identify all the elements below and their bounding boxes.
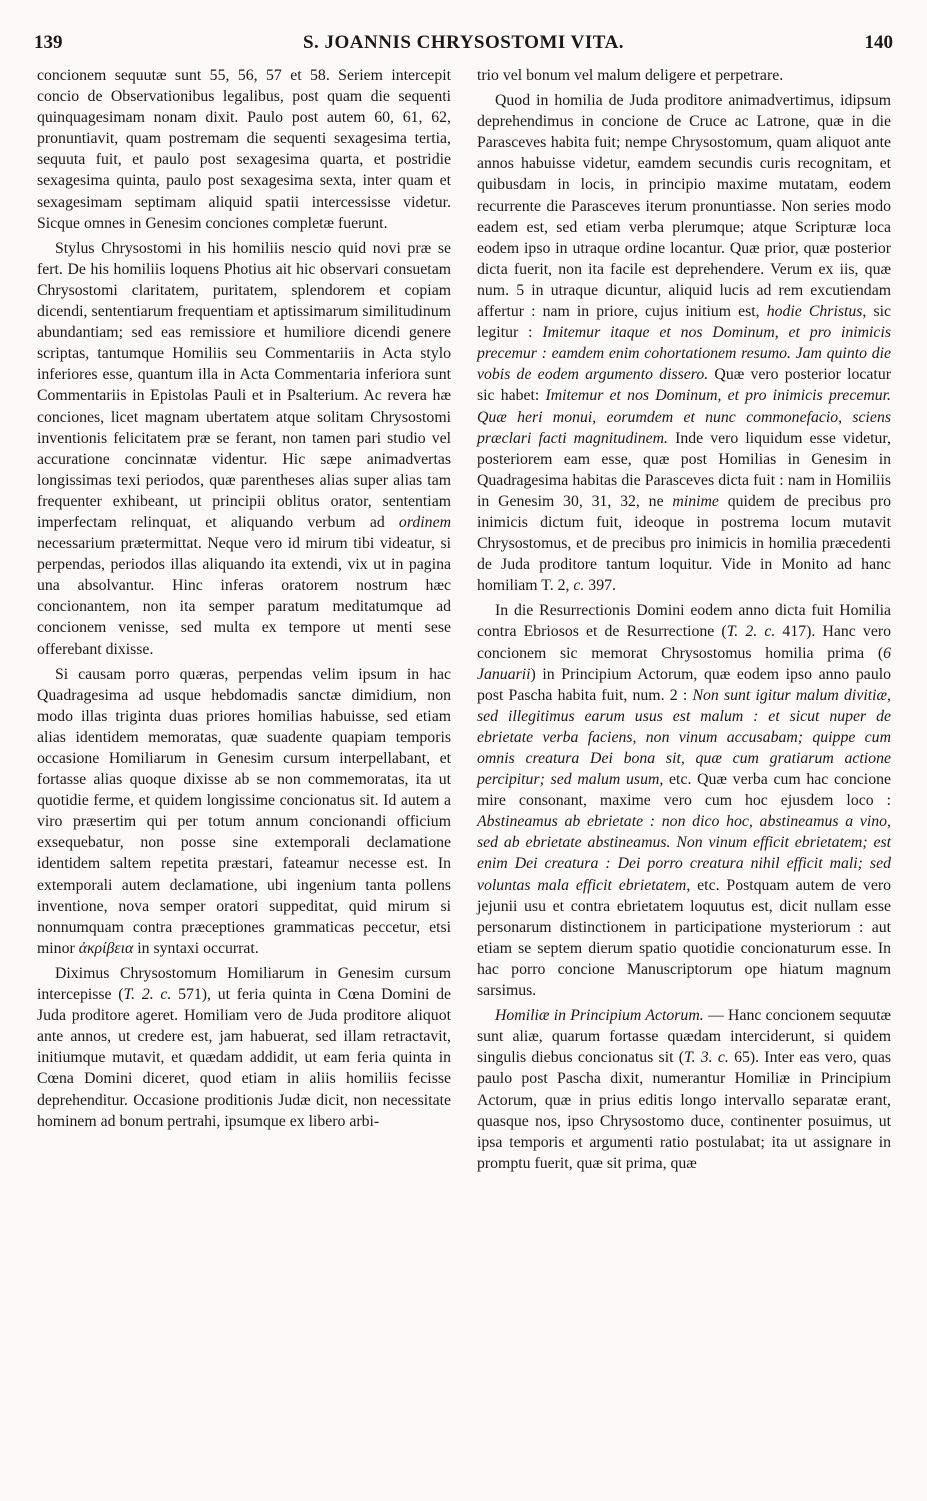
italic-run: hodie Christus bbox=[766, 303, 863, 321]
section-heading: Homiliæ in Principium Actorum. bbox=[495, 1007, 704, 1025]
paragraph bbox=[477, 600, 891, 1001]
quotation: Abstineamus ab ebrietate : non dico hoc, abstineamus a vino, sed ab ebrietate abstineamus. Non vinum efficit ebrietatem; est enim Dei creatura : Dei porro creatura nihil efficit mali; sed voluntas mala efficit ebrietatem bbox=[477, 813, 891, 894]
reference: T. 2. c. bbox=[726, 623, 776, 641]
text-run: Inde vero liquidum esse videtur, posteriorem eam esse, quæ post Homilias in Genesim in Quadragesima habitas die Parasceves dicta fuit : nam in Homiliis in Genesim 30, 31, 32, ne bbox=[477, 429, 891, 510]
paragraph bbox=[37, 963, 451, 1132]
text-run: ) in Principium Actorum, quæ eodem ipso anno paulo post Pascha habita fuit, num. 2 : bbox=[477, 665, 891, 704]
page-title: S. JOANNIS CHRYSOSTOMI VITA. bbox=[302, 32, 625, 53]
italic-run: c. bbox=[573, 577, 585, 595]
italic-run: 6 Januarii bbox=[477, 644, 891, 683]
text-run: 571), ut feria quinta in Cœna Domini de Juda proditore ageret. Homiliam vero de Juda proditore aliquot ante annos, ut credere est, jam habuerat, sed illam retractavit, initiumque mutavit, et quædam addidit, ut eam feria quinta in Cœna Domini diceret, quod etiam in aliis homiliis fecisse deprehenditur. Occasione proditionis Judæ dicit, non necessitate hominem ad bonum pertrahi, ipsumque ex libero arbi- bbox=[37, 986, 451, 1130]
paragraph bbox=[477, 90, 891, 596]
greek-word: ἀκρίβεια bbox=[78, 939, 134, 957]
text-run: in syntaxi occurrat. bbox=[133, 939, 259, 957]
text-run: 417). Hanc vero concionem sic memorat Chrysostomus homilia prima ( bbox=[477, 623, 891, 662]
text-run: necessarium prætermittat. Neque vero id mirum tibi videatur, si perpendas, periodos illas aliquando ita extendi, vix ut in pagina una absolvantur. Hinc inferas oratorem nostrum hæc concionantem, non ita semper paratum meditatumque ad concionem venisse, sed multa ex tempore ut menti sese offerebant dixisse. bbox=[37, 535, 451, 658]
text-run: Quod in homilia de Juda proditore animadvertimus, idipsum deprehendimus in concione de Cruce ac Latrone, quæ in die Parasceves habita fuit; nempe Chrysostomum, quam aliquot ante annos habuisse videtur, eamdem secundis curis recognitam, et quibusdam in locis, in principio maxime mutatam, eodem recurrente die Parasceves iterum pronuntiasse. Non series modo eadem est, sed etiam verba plerumque; atque Scripturæ loca eodem ipso in utraque ordine locantur. Quæ prior, quæ posterior dicta fuerit, non ita facile est deprehendere. Verum ex iis, quæ num. 5 in utraque dicuntur, aliquid lucis ad rem excutiendam affertur : nam in priore, cujus initium est, bbox=[477, 92, 891, 321]
quotation: Imitemur et nos Dominum, et pro inimicis precemur. Quæ heri monui, eorumdem et nunc commonefacio, sciens præclari facti magnitudinem. bbox=[477, 387, 891, 447]
text-run: quidem de precibus pro inimicis dictum fuit, ideoque in postrema locum mutavit Chrysostomus, et de precibus pro inimicis in homilia præcedenti de Juda proditore tantum loquitur. Vide in Monito ad hanc homiliam T. 2, bbox=[477, 492, 891, 595]
page-number-left: 139 bbox=[34, 32, 63, 53]
right-column bbox=[477, 65, 891, 1178]
text-run: , etc. Postquam autem de vero jejunii usu et contra ebrietatem loquutus est, dicit nullam esse personarum distinctionem in participatione mysteriorum : aut etiam se septem dierum spatio quotidie concionaturum esse. In hac porro concione Manuscriptorum ope hiatum magnum sarsimus. bbox=[477, 876, 891, 1000]
text-run: 65). Inter eas vero, quas paulo post Pascha dixit, numerantur Homiliæ in Principium Actorum, quæ in prius editis longo intervallo separatæ erant, quasque nos, ipso Chrysostomo duce, continenter posuimus, ut ipsa temporis et argumenti ratio postulabat; ita ut assignare in promptu fuerit, quæ sit prima, quæ bbox=[477, 1049, 891, 1172]
text-run: etc. Quæ verba cum hac concione mire consonant, maxime vero cum hoc ejusdem loco : bbox=[477, 771, 891, 810]
running-head bbox=[34, 32, 893, 56]
paragraph bbox=[37, 238, 451, 660]
reference: T. 2. c. bbox=[123, 986, 172, 1004]
paragraph: trio vel bonum vel malum deligere et perpetrare. bbox=[477, 67, 784, 84]
quotation: Imitemur itaque et nos Dominum, et pro inimicis precemur : eamdem enim cohortationem resumo. Jam quinto die vobis de eodem argumento dissero. bbox=[477, 324, 891, 384]
quotation: Non sunt igitur malum divitiæ, sed illegitimus earum usus est malum : et sicut nuper de ebrietate verba faciens, non vinum accusabam; quippe cum omnis creatura Dei bona sit, quæ cum gratiarum actione percipitur; sed malum usum, bbox=[477, 686, 891, 789]
italic-run: minime bbox=[672, 492, 719, 510]
text-run: In die Resurrectionis Domini eodem anno dicta fuit Homilia contra Ebriosos et de Resurrectione ( bbox=[477, 602, 891, 641]
text-run: Quæ vero posterior locatur sic habet: bbox=[477, 366, 891, 405]
text-run: Stylus Chrysostomi in his homiliis nescio quid novi præ se fert. De his homiliis loquens Photius ait hic observari consuetam Chrysostomi claritatem, puritatem, splendorem et copiam dicendi, sententiarum frequentiam et aptissimarum similitudinum abundantiam; sed eas remissiore et humiliore dicendi genere scriptas, tantumque Homiliis seu Commentariis in Acta stylo inferiores esse, quantum illa in Acta Commentaria inferiora sunt Commentariis in Epistolas Pauli et in Psalterium. Ac revera hæ conciones, licet magnam ubertatem atque solitam Chrysostomi inventionis felicitatem præ se ferant, non tamen pari studio vel accuratione concinnatæ videntur. Hic sæpe animadvertas longissimas texi periodos, quæ parentheses alias super alias tam frequenter exhibeant, ut principii oblitus orator, sententiam imperfectam relinquat, et aliquando verbum ad bbox=[37, 239, 451, 531]
reference: T. 3. c. bbox=[683, 1049, 729, 1067]
left-column bbox=[37, 65, 451, 1136]
page-number-right: 140 bbox=[864, 32, 893, 53]
text-run: — Hanc concionem sequutæ sunt aliæ, quarum fortasse quædam interciderunt, si quidem singulis diebus concionatus sit ( bbox=[477, 1007, 891, 1067]
italic-run: ordinem bbox=[398, 513, 451, 531]
paragraph bbox=[37, 664, 451, 959]
paragraph: concionem sequutæ sunt 55, 56, 57 et 58. Seriem intercepit concio de Observationibus legalibus, post quam die sequenti quinquagesimam nonam dixit. Paulo post autem 60, 61, 62, pronuntiavit, quam postremam die sequenti sexagesima tertia, sequuta fuit, et paulo post sexagesima quarta, et postridie sexagesima quinta, paulo post sexagesima sexta, inter quam et sexagesimam septimam aliquid spatii intercessisse videtur. Sicque omnes in Genesim conciones completæ fuerunt. bbox=[37, 67, 451, 232]
paragraph bbox=[477, 1005, 891, 1174]
text-run: Si causam porro quæras, perpendas velim ipsum in hac Quadragesima ad usque hebdomadis sanctæ dimidium, non modo illas triginta duas priores homilias habuisse, sed etiam alias identidem memoratas, quæ suadente quapiam temporis occasione Homiliarum in Genesim cursum interpellabant, et fortasse alias quoque dixisse ab se non commemoratas, ita ut quotidie ferme, et quidem longissime concionatus sit. Id autem a viro præsertim qui per totum annum concionandi officium exsequebatur, non posse sine extemporali declamatione identidem saltem repetita præstari, fateamur necesse est. In extemporali autem declamatione, ubi ingenium tanta pollens inventione, nova semper oratori suppeditat, quid mirum si nonnumquam contra præceptiones grammaticas peccetur, etsi minor bbox=[37, 665, 451, 957]
text-run: 397. bbox=[584, 577, 616, 595]
text-run: , sic legitur : bbox=[477, 303, 891, 342]
text-run: Diximus Chrysostomum Homiliarum in Genesim cursum intercepisse ( bbox=[37, 964, 451, 1004]
